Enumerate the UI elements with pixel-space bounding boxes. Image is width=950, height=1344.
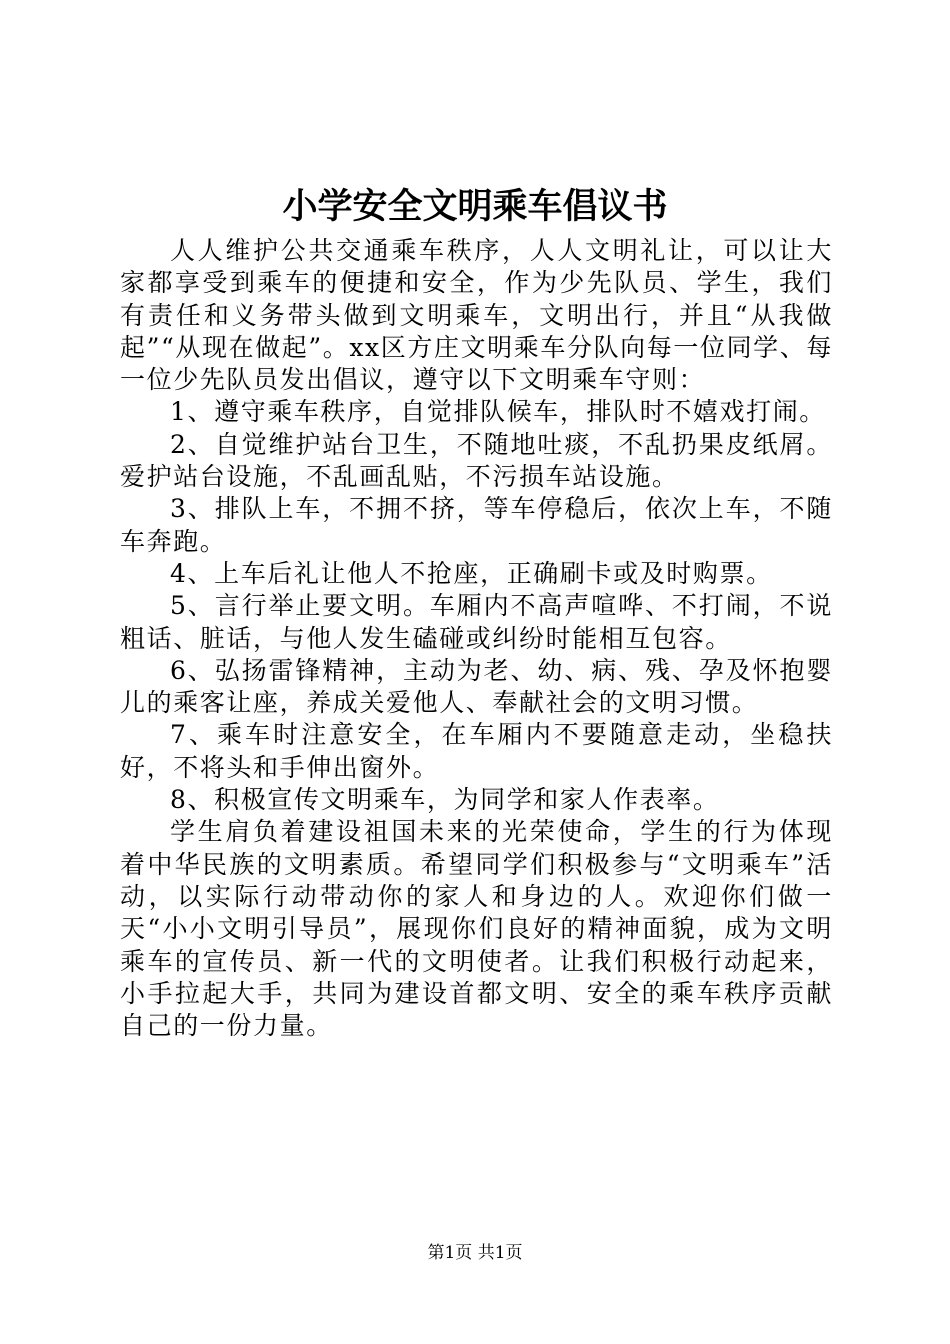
rule-8-paragraph: 8、积极宣传文明乘车，为同学和家人作表率。 (170, 785, 720, 815)
rule-5-paragraph: 5、言行举止要文明。车厢内不高声喧哗、不打闹，不说粗话、脏话，与他人发生磕碰或纠纷时能相互包容。 (120, 591, 833, 653)
document-body (120, 235, 833, 1042)
rule-6-paragraph: 6、弘扬雷锋精神，主动为老、幼、病、残、孕及怀抱婴儿的乘客让座，养成关爱他人、奉献社会的文明习惯。 (120, 655, 833, 718)
intro-paragraph: 人人维护公共交通乘车秩序，人人文明礼让，可以让大家都享受到乘车的便捷和安全，作为少先队员、学生，我们有责任和义务带头做到文明乘车，文明出行，并且“从我做起”“从现在做起”。xx区方庄文明乘车分队向每一位同学、每一位少先队员发出倡议，遵守以下文明乘车守则： (120, 236, 833, 395)
closing-paragraph: 学生肩负着建设祖国未来的光荣使命，学生的行为体现着中华民族的文明素质。希望同学们积极参与“文明乘车”活动，以实际行动带动你的家人和身边的人。欢迎你们做一天“小小文明引导员”，展现你们良好的精神面貌，成为文明乘车的宣传员、新一代的文明使者。让我们积极行动起来，小手拉起大手，共同为建设首都文明、安全的乘车秩序贡献自己的一份力量。 (120, 817, 833, 1041)
rule-1-paragraph: 1、遵守乘车秩序，自觉排队候车，排队时不嬉戏打闹。 (170, 397, 826, 427)
rule-2-paragraph: 2、自觉维护站台卫生，不随地吐痰，不乱扔果皮纸屑。爱护站台设施，不乱画乱贴，不污损车站设施。 (120, 429, 833, 492)
rule-4-paragraph: 4、上车后礼让他人不抢座，正确刷卡或及时购票。 (170, 558, 773, 588)
page-footer: 第1页 共1页 (427, 1243, 523, 1263)
rule-3-paragraph: 3、排队上车，不拥不挤，等车停稳后，依次上车，不随车奔跑。 (120, 494, 833, 556)
rule-7-paragraph: 7、乘车时注意安全，在车厢内不要随意走动，坐稳扶好，不将头和手伸出窗外。 (120, 720, 833, 782)
page-title: 小学安全文明乘车倡议书 (282, 186, 668, 227)
